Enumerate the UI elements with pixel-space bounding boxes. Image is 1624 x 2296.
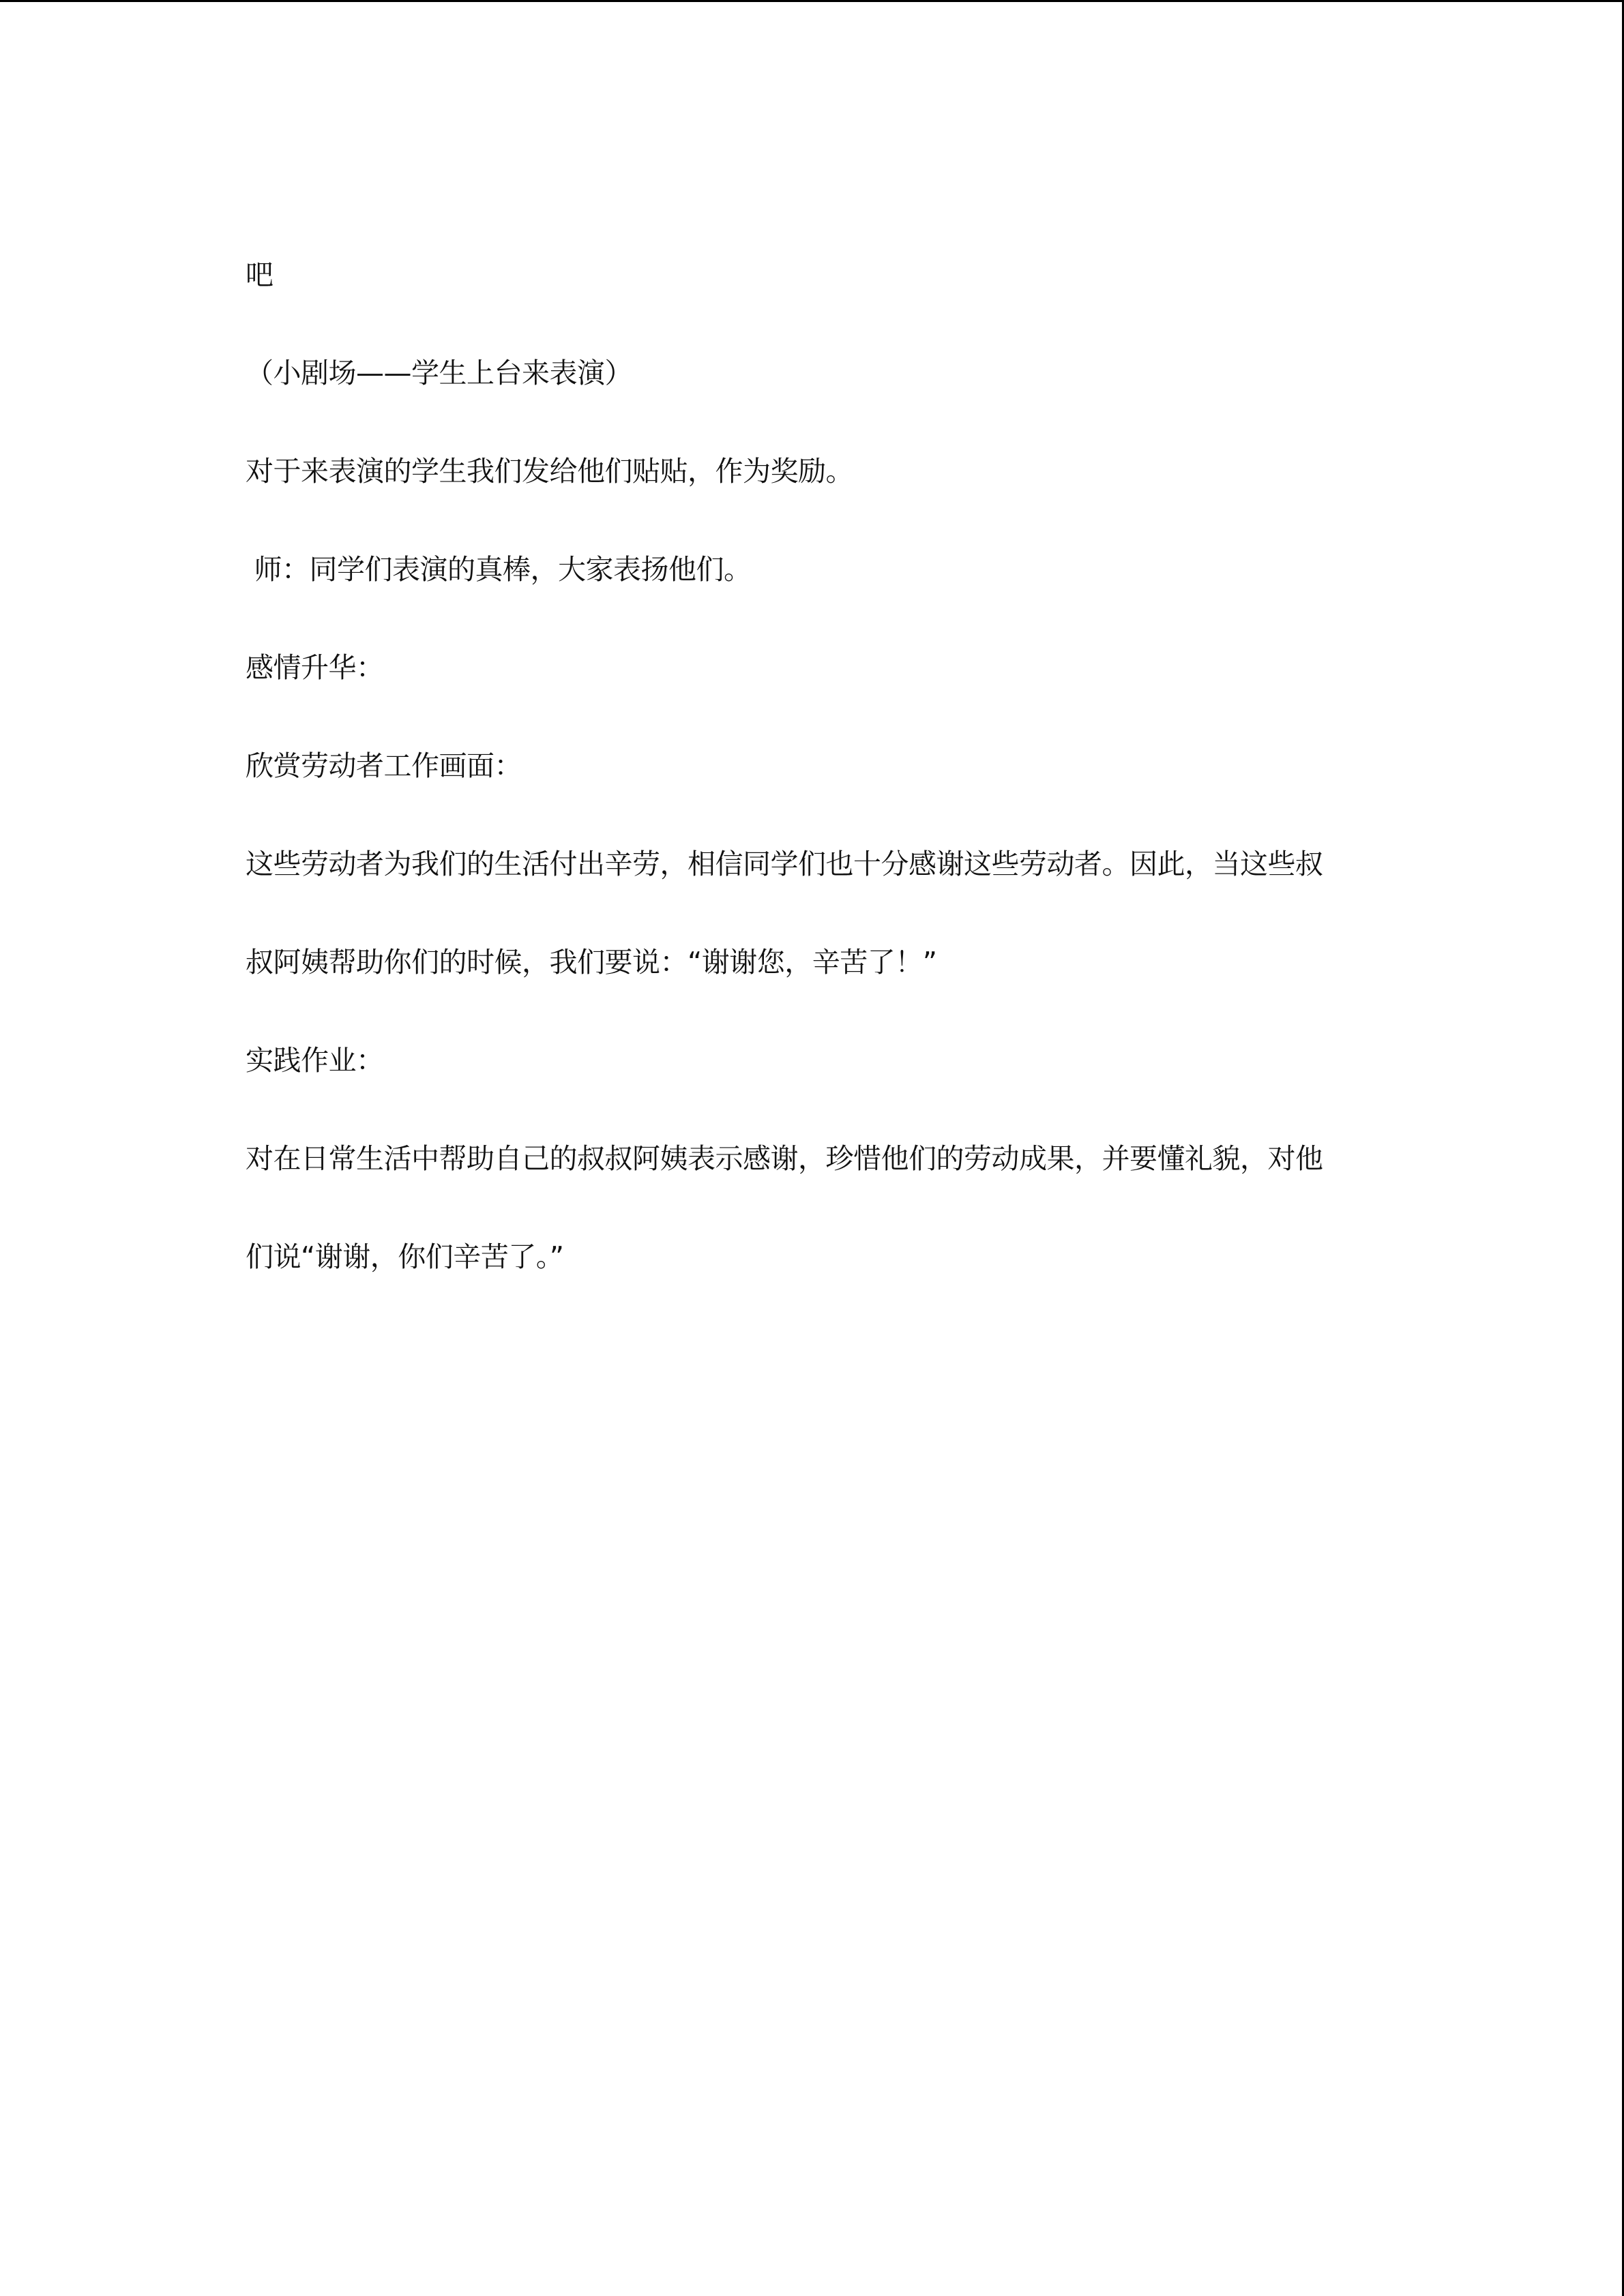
section-heading-appreciate: 欣赏劳动者工作画面： <box>246 749 522 782</box>
document-body <box>246 226 1378 1306</box>
text-line-laborers-2: 叔阿姨帮助你们的时候，我们要说：“谢谢您，辛苦了！” <box>246 946 937 979</box>
text-line-mini-theater: （小剧场——学生上台来表演） <box>246 357 632 389</box>
text-line-homework-1: 对在日常生活中帮助自己的叔叔阿姨表示感谢，珍惜他们的劳动成果，并要懂礼貌，对他 <box>246 1142 1323 1175</box>
text-line-homework-2: 们说“谢谢，你们辛苦了。” <box>246 1240 564 1273</box>
text-line-teacher-praise: 师：同学们表演的真棒，大家表扬他们。 <box>246 553 752 586</box>
text-line-reward: 对于来表演的学生我们发给他们贴贴，作为奖励。 <box>246 455 853 488</box>
section-heading-homework: 实践作业： <box>246 1044 384 1077</box>
text-line-laborers-1: 这些劳动者为我们的生活付出辛劳，相信同学们也十分感谢这些劳动者。因此，当这些叔 <box>246 848 1323 880</box>
section-heading-emotion: 感情升华： <box>246 651 384 684</box>
text-line-continuation: 吧 <box>246 258 274 291</box>
